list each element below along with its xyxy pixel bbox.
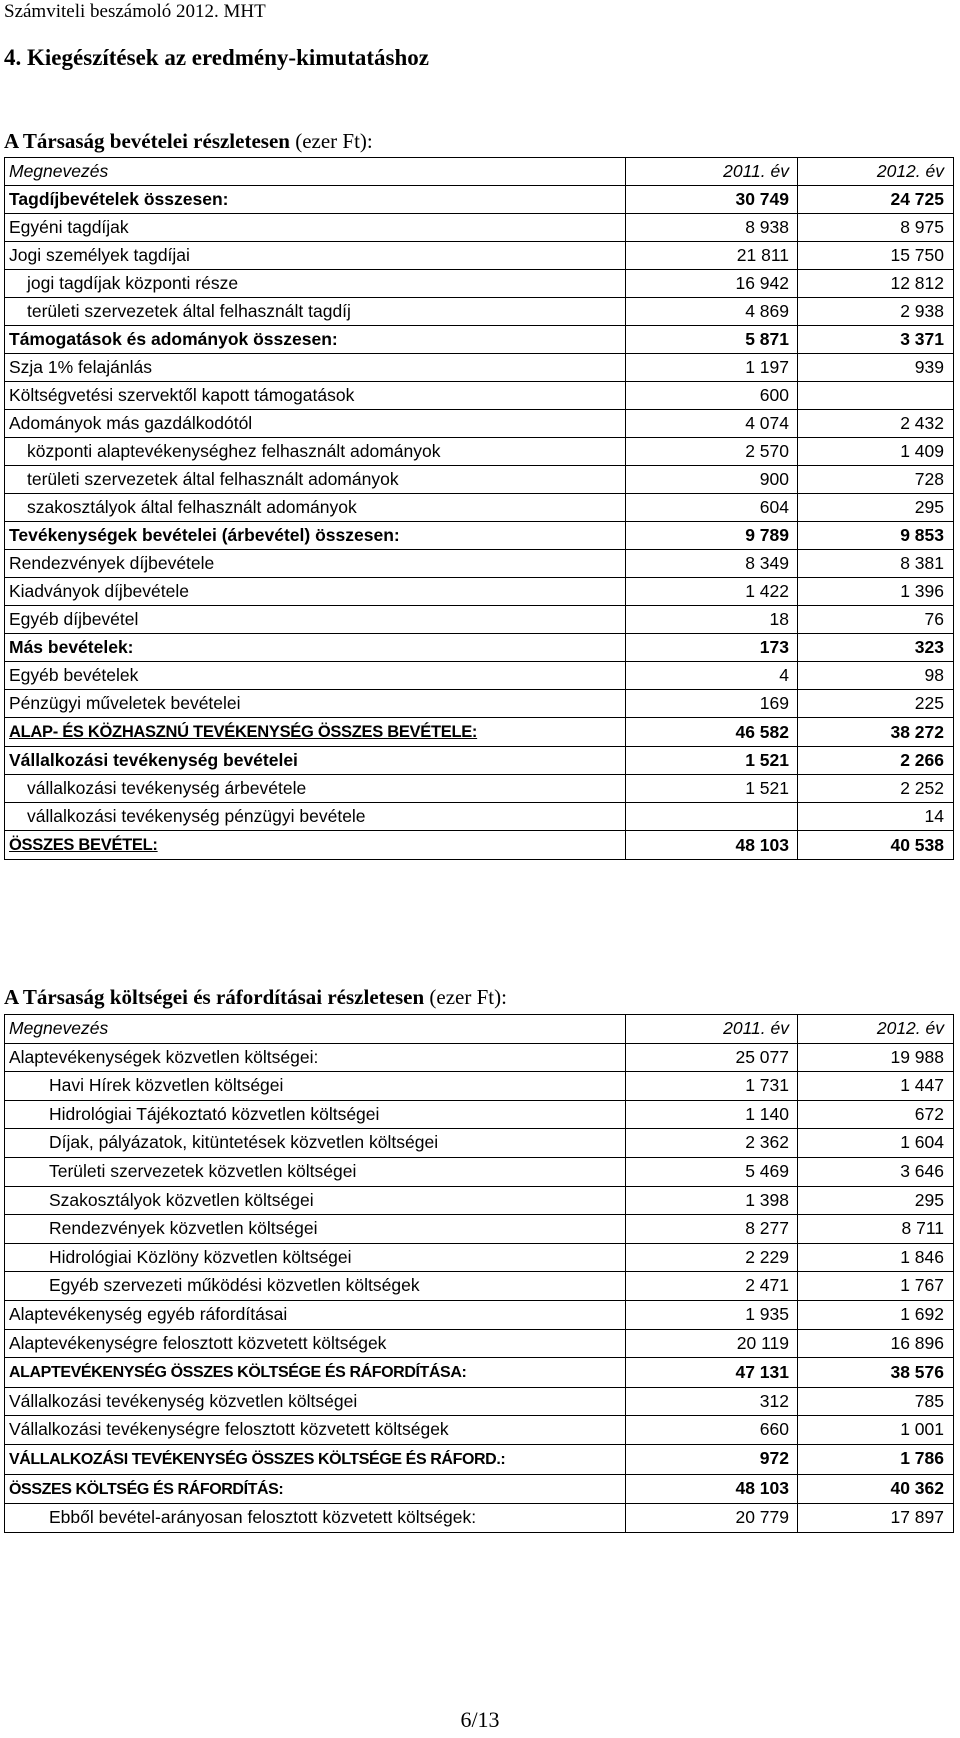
- cost-table-title-unit: (ezer Ft):: [424, 985, 507, 1009]
- value-2011: 173: [626, 634, 798, 662]
- value-2012: 295: [798, 494, 954, 522]
- cost-table: [4, 1014, 954, 1533]
- value-2012: 16 896: [798, 1329, 954, 1358]
- value-2011: 604: [626, 494, 798, 522]
- table-row: [5, 803, 954, 831]
- row-label-text: ÖSSZES KÖLTSÉG ÉS RÁFORDÍTÁS:: [9, 1480, 284, 1498]
- row-label: Vállalkozási tevékenység bevételei: [5, 747, 626, 775]
- value-2012: 1 846: [798, 1243, 954, 1272]
- row-label: [5, 1444, 626, 1474]
- row-label: Területi szervezetek közvetlen költségei: [5, 1157, 626, 1186]
- value-2012: 1 001: [798, 1416, 954, 1445]
- value-2012: 1 692: [798, 1300, 954, 1329]
- value-2011: 1 521: [626, 747, 798, 775]
- row-label: Tagdíjbevételek összesen:: [5, 186, 626, 214]
- value-2011: 5 871: [626, 326, 798, 354]
- table-row: [5, 1157, 954, 1186]
- value-2012: 19 988: [798, 1043, 954, 1072]
- row-label-text: ALAP- ÉS KÖZHASZNÚ TEVÉKENYSÉG ÖSSZES BEVÉTELE:: [9, 723, 478, 741]
- row-label: Rendezvények közvetlen költségei: [5, 1215, 626, 1244]
- row-label: Egyéb díjbevétel: [5, 606, 626, 634]
- value-2011: 47 131: [626, 1358, 798, 1388]
- cost-table-title-main: A Társaság költségei és ráfordításai részletesen: [4, 985, 425, 1009]
- table-row: [5, 1272, 954, 1301]
- row-label-text: VÁLLALKOZÁSI TEVÉKENYSÉG ÖSSZES KÖLTSÉGE ÉS RÁFORD.:: [9, 1450, 506, 1468]
- value-2012: 2 432: [798, 410, 954, 438]
- value-2011: 20 779: [626, 1504, 798, 1533]
- value-2012: 8 711: [798, 1215, 954, 1244]
- column-header-2011: 2011. év: [626, 1015, 798, 1044]
- table-row: [5, 747, 954, 775]
- value-2011: 2 471: [626, 1272, 798, 1301]
- value-2011: 16 942: [626, 270, 798, 298]
- row-label: vállalkozási tevékenység árbevétele: [5, 775, 626, 803]
- value-2012: 38 576: [798, 1358, 954, 1388]
- row-label: Hidrológiai Közlöny közvetlen költségei: [5, 1243, 626, 1272]
- value-2011: 21 811: [626, 242, 798, 270]
- column-header-2011: 2011. év: [626, 158, 798, 186]
- table-header-row: [5, 158, 954, 186]
- value-2012: 98: [798, 662, 954, 690]
- value-2012: 38 272: [798, 718, 954, 747]
- row-label: Díjak, pályázatok, kitüntetések közvetlen költségei: [5, 1129, 626, 1158]
- value-2012: 12 812: [798, 270, 954, 298]
- income-table-title-main: A Társaság bevételei részletesen: [4, 129, 290, 153]
- table-row: [5, 1329, 954, 1358]
- value-2011: 20 119: [626, 1329, 798, 1358]
- table-row: [5, 354, 954, 382]
- row-label: Vállalkozási tevékenység közvetlen költségei: [5, 1387, 626, 1416]
- table-row: [5, 214, 954, 242]
- value-2012: 1 604: [798, 1129, 954, 1158]
- row-label: Rendezvények díjbevétele: [5, 550, 626, 578]
- value-2011: 1 935: [626, 1300, 798, 1329]
- value-2011: 30 749: [626, 186, 798, 214]
- value-2012: 2 266: [798, 747, 954, 775]
- table-row: [5, 270, 954, 298]
- value-2011: 900: [626, 466, 798, 494]
- row-label: jogi tagdíjak központi része: [5, 270, 626, 298]
- row-label: Hidrológiai Tájékoztató közvetlen költségei: [5, 1100, 626, 1129]
- income-table: [4, 157, 954, 860]
- row-label: Alaptevékenységek közvetlen költségei:: [5, 1043, 626, 1072]
- table-row: [5, 1358, 954, 1388]
- value-2011: 5 469: [626, 1157, 798, 1186]
- row-label: Kiadványok díjbevétele: [5, 578, 626, 606]
- value-2012: 1 396: [798, 578, 954, 606]
- row-label-text: ALAPTEVÉKENYSÉG ÖSSZES KÖLTSÉGE ÉS RÁFORDÍTÁSA:: [9, 1364, 467, 1382]
- value-2011: 9 789: [626, 522, 798, 550]
- value-2012: 323: [798, 634, 954, 662]
- row-label: Ebből bevétel-arányosan felosztott közvetett költségek:: [5, 1504, 626, 1533]
- value-2012: [798, 382, 954, 410]
- row-label: [5, 718, 626, 747]
- table-row: [5, 1072, 954, 1101]
- table-row: [5, 690, 954, 718]
- table-row: [5, 1129, 954, 1158]
- value-2011: 660: [626, 1416, 798, 1445]
- row-label: Szja 1% felajánlás: [5, 354, 626, 382]
- value-2012: 672: [798, 1100, 954, 1129]
- value-2011: 48 103: [626, 831, 798, 860]
- value-2011: 4: [626, 662, 798, 690]
- row-label: Adományok más gazdálkodótól: [5, 410, 626, 438]
- section-heading: 4. Kiegészítések az eredmény-kimutatáshoz: [4, 45, 429, 70]
- table-row: [5, 1300, 954, 1329]
- value-2011: 1 422: [626, 578, 798, 606]
- table-row: [5, 578, 954, 606]
- table-row: [5, 831, 954, 860]
- value-2012: 24 725: [798, 186, 954, 214]
- value-2011: 2 362: [626, 1129, 798, 1158]
- income-table-title: [4, 128, 373, 154]
- value-2011: [626, 803, 798, 831]
- income-table-title-unit: (ezer Ft):: [289, 129, 373, 153]
- value-2011: 8 277: [626, 1215, 798, 1244]
- table-row: [5, 1186, 954, 1215]
- row-label: Szakosztályok közvetlen költségei: [5, 1186, 626, 1215]
- value-2012: 1 447: [798, 1072, 954, 1101]
- row-label: [5, 1474, 626, 1504]
- row-label: Havi Hírek közvetlen költségei: [5, 1072, 626, 1101]
- value-2011: 1 398: [626, 1186, 798, 1215]
- row-label: területi szervezetek által felhasznált tagdíj: [5, 298, 626, 326]
- row-label: Költségvetési szervektől kapott támogatások: [5, 382, 626, 410]
- value-2012: 8 381: [798, 550, 954, 578]
- value-2012: 225: [798, 690, 954, 718]
- row-label: Alaptevékenységre felosztott közvetett költségek: [5, 1329, 626, 1358]
- row-label: Egyéni tagdíjak: [5, 214, 626, 242]
- row-label: szakosztályok által felhasznált adományok: [5, 494, 626, 522]
- value-2012: 8 975: [798, 214, 954, 242]
- value-2011: 4 869: [626, 298, 798, 326]
- value-2012: 2 252: [798, 775, 954, 803]
- value-2012: 76: [798, 606, 954, 634]
- value-2011: 2 570: [626, 438, 798, 466]
- table-row: [5, 1100, 954, 1129]
- table-row: [5, 1243, 954, 1272]
- value-2011: 8 938: [626, 214, 798, 242]
- row-label: Más bevételek:: [5, 634, 626, 662]
- row-label: Alaptevékenység egyéb ráfordításai: [5, 1300, 626, 1329]
- value-2011: 18: [626, 606, 798, 634]
- row-label: Pénzügyi műveletek bevételei: [5, 690, 626, 718]
- page-number: 6/13: [460, 1707, 500, 1732]
- row-label: Egyéb bevételek: [5, 662, 626, 690]
- value-2012: 17 897: [798, 1504, 954, 1533]
- value-2011: 600: [626, 382, 798, 410]
- column-header-2012: 2012. év: [798, 1015, 954, 1044]
- table-row: [5, 1444, 954, 1474]
- table-row: [5, 410, 954, 438]
- table-row: [5, 775, 954, 803]
- table-row: [5, 1504, 954, 1533]
- table-row: [5, 718, 954, 747]
- row-label: [5, 831, 626, 860]
- row-label: területi szervezetek által felhasznált adományok: [5, 466, 626, 494]
- table-row: [5, 466, 954, 494]
- table-row: [5, 1043, 954, 1072]
- value-2012: 15 750: [798, 242, 954, 270]
- value-2012: 785: [798, 1387, 954, 1416]
- value-2012: 40 362: [798, 1474, 954, 1504]
- row-label: Egyéb szervezeti működési közvetlen költségek: [5, 1272, 626, 1301]
- table-row: [5, 634, 954, 662]
- table-row: [5, 1474, 954, 1504]
- row-label: központi alaptevékenységhez felhasznált adományok: [5, 438, 626, 466]
- value-2011: 48 103: [626, 1474, 798, 1504]
- value-2011: 169: [626, 690, 798, 718]
- value-2011: 46 582: [626, 718, 798, 747]
- value-2012: 1 786: [798, 1444, 954, 1474]
- table-row: [5, 438, 954, 466]
- value-2012: 939: [798, 354, 954, 382]
- value-2012: 728: [798, 466, 954, 494]
- value-2012: 40 538: [798, 831, 954, 860]
- table-row: [5, 1215, 954, 1244]
- value-2011: 1 521: [626, 775, 798, 803]
- value-2011: 1 731: [626, 1072, 798, 1101]
- value-2011: 1 140: [626, 1100, 798, 1129]
- table-row: [5, 662, 954, 690]
- table-row: [5, 242, 954, 270]
- table-row: [5, 550, 954, 578]
- value-2012: 3 371: [798, 326, 954, 354]
- value-2011: 25 077: [626, 1043, 798, 1072]
- column-header-name: Megnevezés: [5, 1015, 626, 1044]
- table-row: [5, 298, 954, 326]
- value-2012: 2 938: [798, 298, 954, 326]
- value-2012: 1 767: [798, 1272, 954, 1301]
- value-2011: 312: [626, 1387, 798, 1416]
- column-header-2012: 2012. év: [798, 158, 954, 186]
- table-row: [5, 382, 954, 410]
- table-header-row: [5, 1015, 954, 1044]
- value-2011: 4 074: [626, 410, 798, 438]
- value-2011: 2 229: [626, 1243, 798, 1272]
- value-2011: 8 349: [626, 550, 798, 578]
- table-row: [5, 494, 954, 522]
- table-row: [5, 186, 954, 214]
- value-2011: 972: [626, 1444, 798, 1474]
- value-2012: 9 853: [798, 522, 954, 550]
- cost-table-title: [4, 984, 507, 1010]
- table-row: [5, 1387, 954, 1416]
- row-label: [5, 1358, 626, 1388]
- row-label: Támogatások és adományok összesen:: [5, 326, 626, 354]
- table-row: [5, 1416, 954, 1445]
- row-label: vállalkozási tevékenység pénzügyi bevétele: [5, 803, 626, 831]
- value-2012: 3 646: [798, 1157, 954, 1186]
- row-label-text: ÖSSZES BEVÉTEL:: [9, 836, 158, 854]
- document-header: Számviteli beszámoló 2012. MHT: [4, 1, 266, 22]
- table-row: [5, 522, 954, 550]
- value-2012: 14: [798, 803, 954, 831]
- value-2011: 1 197: [626, 354, 798, 382]
- table-row: [5, 606, 954, 634]
- value-2012: 1 409: [798, 438, 954, 466]
- row-label: Tevékenységek bevételei (árbevétel) összesen:: [5, 522, 626, 550]
- row-label: Jogi személyek tagdíjai: [5, 242, 626, 270]
- value-2012: 295: [798, 1186, 954, 1215]
- table-row: [5, 326, 954, 354]
- column-header-name: Megnevezés: [5, 158, 626, 186]
- row-label: Vállalkozási tevékenységre felosztott közvetett költségek: [5, 1416, 626, 1445]
